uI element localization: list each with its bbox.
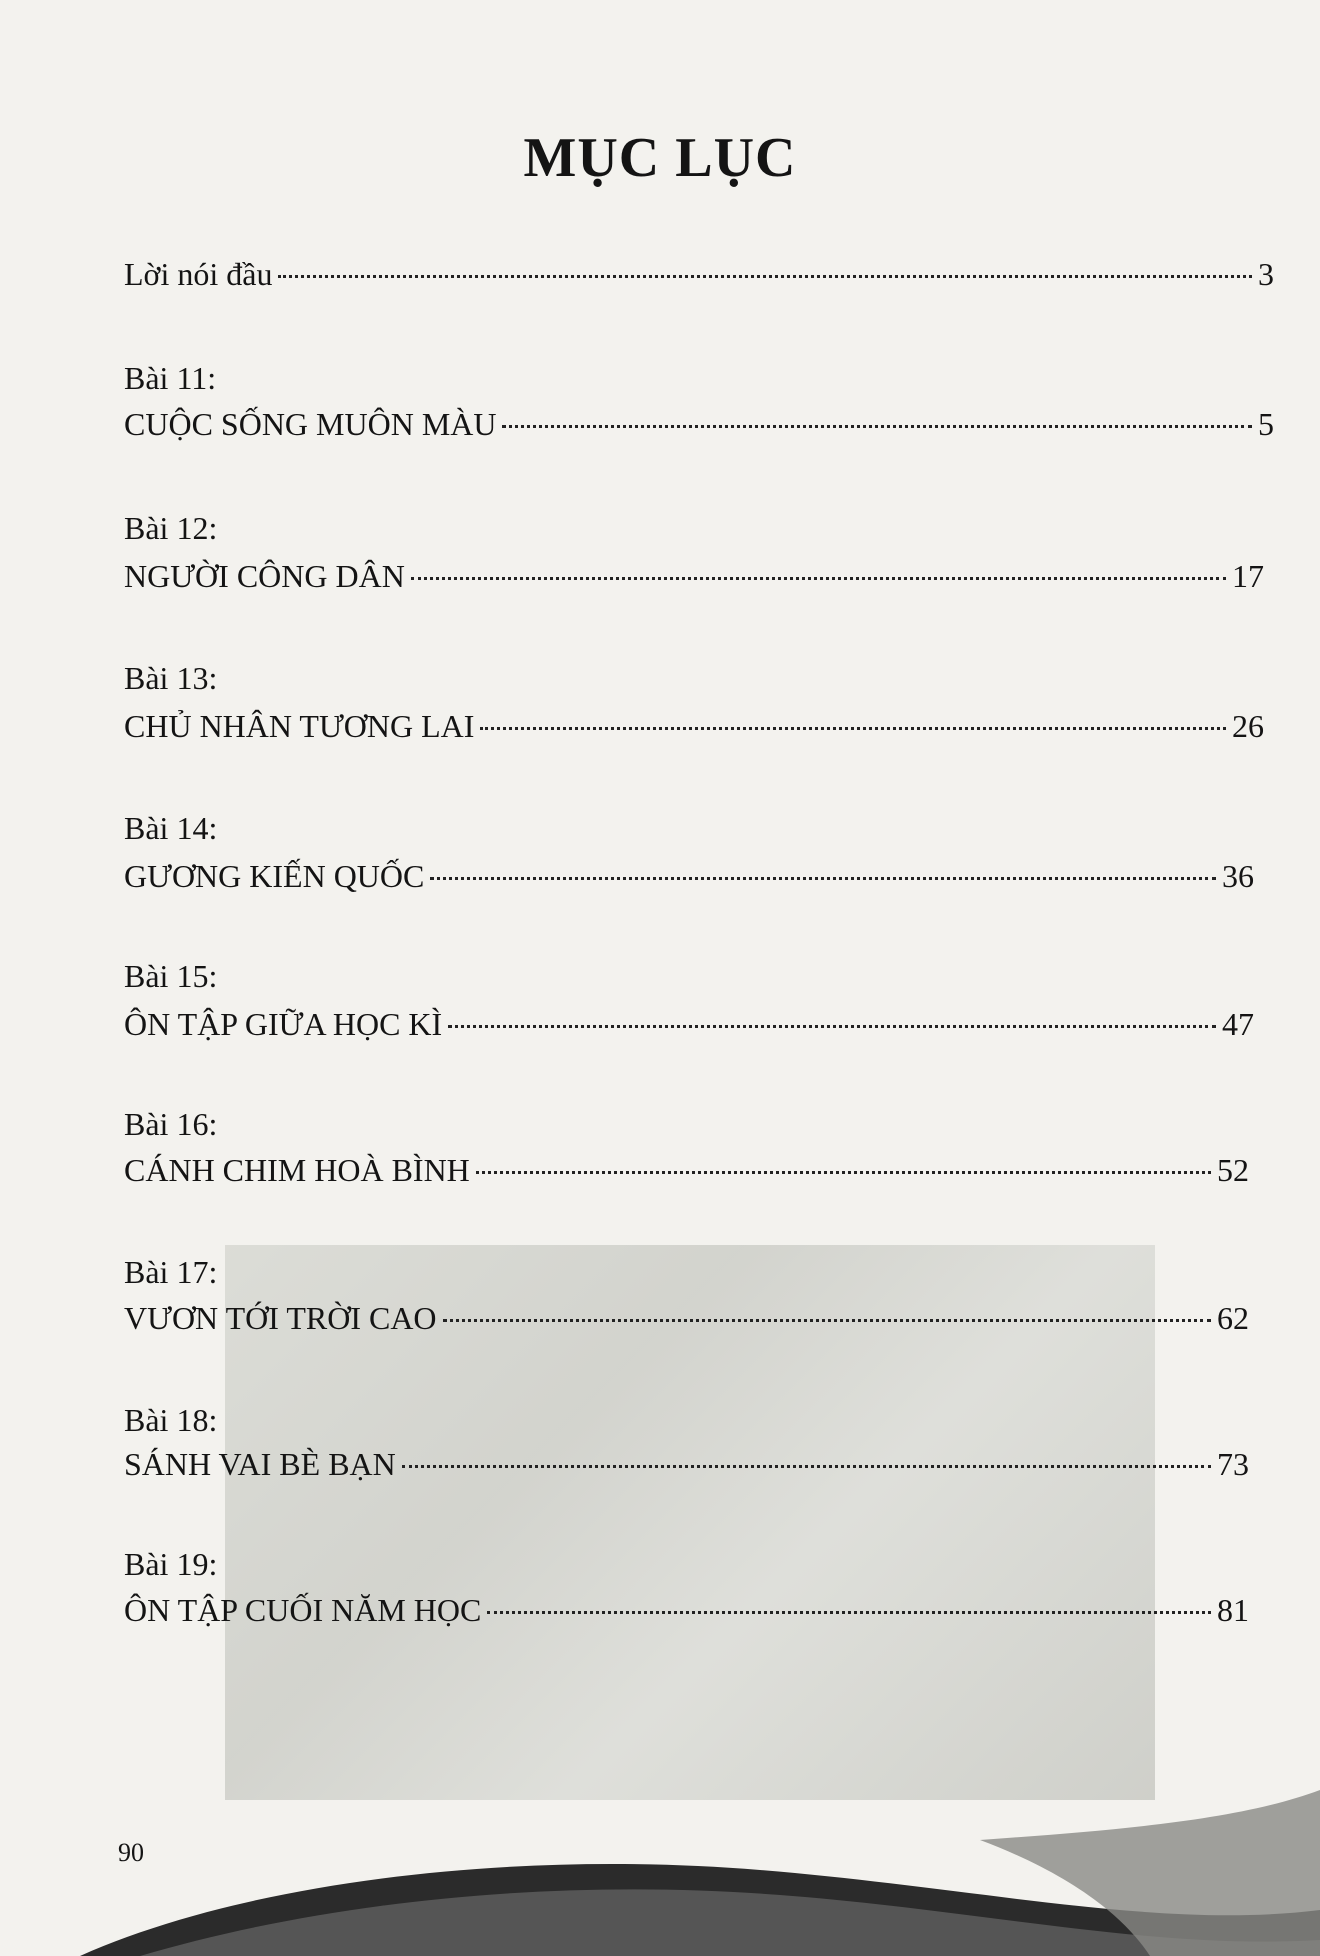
toc-entry[interactable] [124, 1150, 1249, 1190]
lesson-number: Bài 14: [124, 810, 218, 846]
toc-entry[interactable] [124, 1590, 1249, 1630]
lesson-number: Bài 16: [124, 1106, 218, 1142]
toc-entry-page: 17 [1232, 558, 1264, 594]
toc-entry-page: 36 [1222, 858, 1254, 894]
toc-entry-page: 47 [1222, 1006, 1254, 1042]
dot-leader [502, 425, 1252, 428]
lesson-number: Bài 12: [124, 510, 218, 546]
lesson-number: Bài 15: [124, 958, 218, 994]
toc-entry-page: 3 [1258, 256, 1274, 292]
toc-entry-title: VƯƠN TỚI TRỜI CAO [124, 1300, 437, 1336]
dot-leader [278, 275, 1252, 278]
lesson-number: Bài 13: [124, 660, 218, 696]
page-title: MỤC LỤC [523, 127, 797, 189]
toc-entry-title: CHỦ NHÂN TƯƠNG LAI [124, 708, 475, 744]
dot-leader [487, 1611, 1211, 1614]
toc-entry-title: ÔN TẬP GIỮA HỌC KÌ [124, 1006, 443, 1042]
lesson-number: Bài 19: [124, 1546, 218, 1582]
toc-entry-page: 5 [1258, 406, 1274, 442]
dot-leader [430, 877, 1216, 880]
toc-entry-page: 52 [1217, 1152, 1249, 1188]
page-number: 90 [118, 1838, 144, 1867]
toc-entry[interactable] [124, 856, 1254, 896]
lesson-number: Bài 11: [124, 360, 217, 396]
toc-entry-page: 62 [1217, 1300, 1249, 1336]
toc-entry-page: 26 [1232, 708, 1264, 744]
dot-leader [443, 1319, 1211, 1322]
toc-entry[interactable] [124, 404, 1274, 444]
toc-entry[interactable] [124, 1004, 1254, 1044]
toc-entry-title: SÁNH VAI BÈ BẠN [124, 1446, 396, 1482]
toc-entry[interactable] [124, 556, 1264, 596]
toc-entry-title: CÁNH CHIM HOÀ BÌNH [124, 1152, 470, 1188]
toc-entry-title: NGƯỜI CÔNG DÂN [124, 558, 405, 594]
toc-entry[interactable] [124, 1298, 1249, 1338]
toc-entry-title: ÔN TẬP CUỐI NĂM HỌC [124, 1592, 482, 1628]
toc-entry-title: GƯƠNG KIẾN QUỐC [124, 858, 425, 894]
dot-leader [411, 577, 1226, 580]
toc-entry[interactable] [124, 254, 1274, 294]
dot-leader [402, 1465, 1211, 1468]
toc-entry-title: CUỘC SỐNG MUÔN MÀU [124, 406, 497, 442]
toc-entry-title: Lời nói đầu [124, 256, 273, 292]
toc-entry[interactable] [124, 706, 1264, 746]
lesson-number: Bài 17: [124, 1254, 218, 1290]
decorative-swoosh [0, 1760, 1320, 1956]
toc-entry-page: 73 [1217, 1446, 1249, 1482]
lesson-number: Bài 18: [124, 1402, 218, 1438]
dot-leader [476, 1171, 1211, 1174]
dot-leader [480, 727, 1226, 730]
toc-entry[interactable] [124, 1444, 1249, 1484]
toc-entry-page: 81 [1217, 1592, 1249, 1628]
dot-leader [448, 1025, 1216, 1028]
